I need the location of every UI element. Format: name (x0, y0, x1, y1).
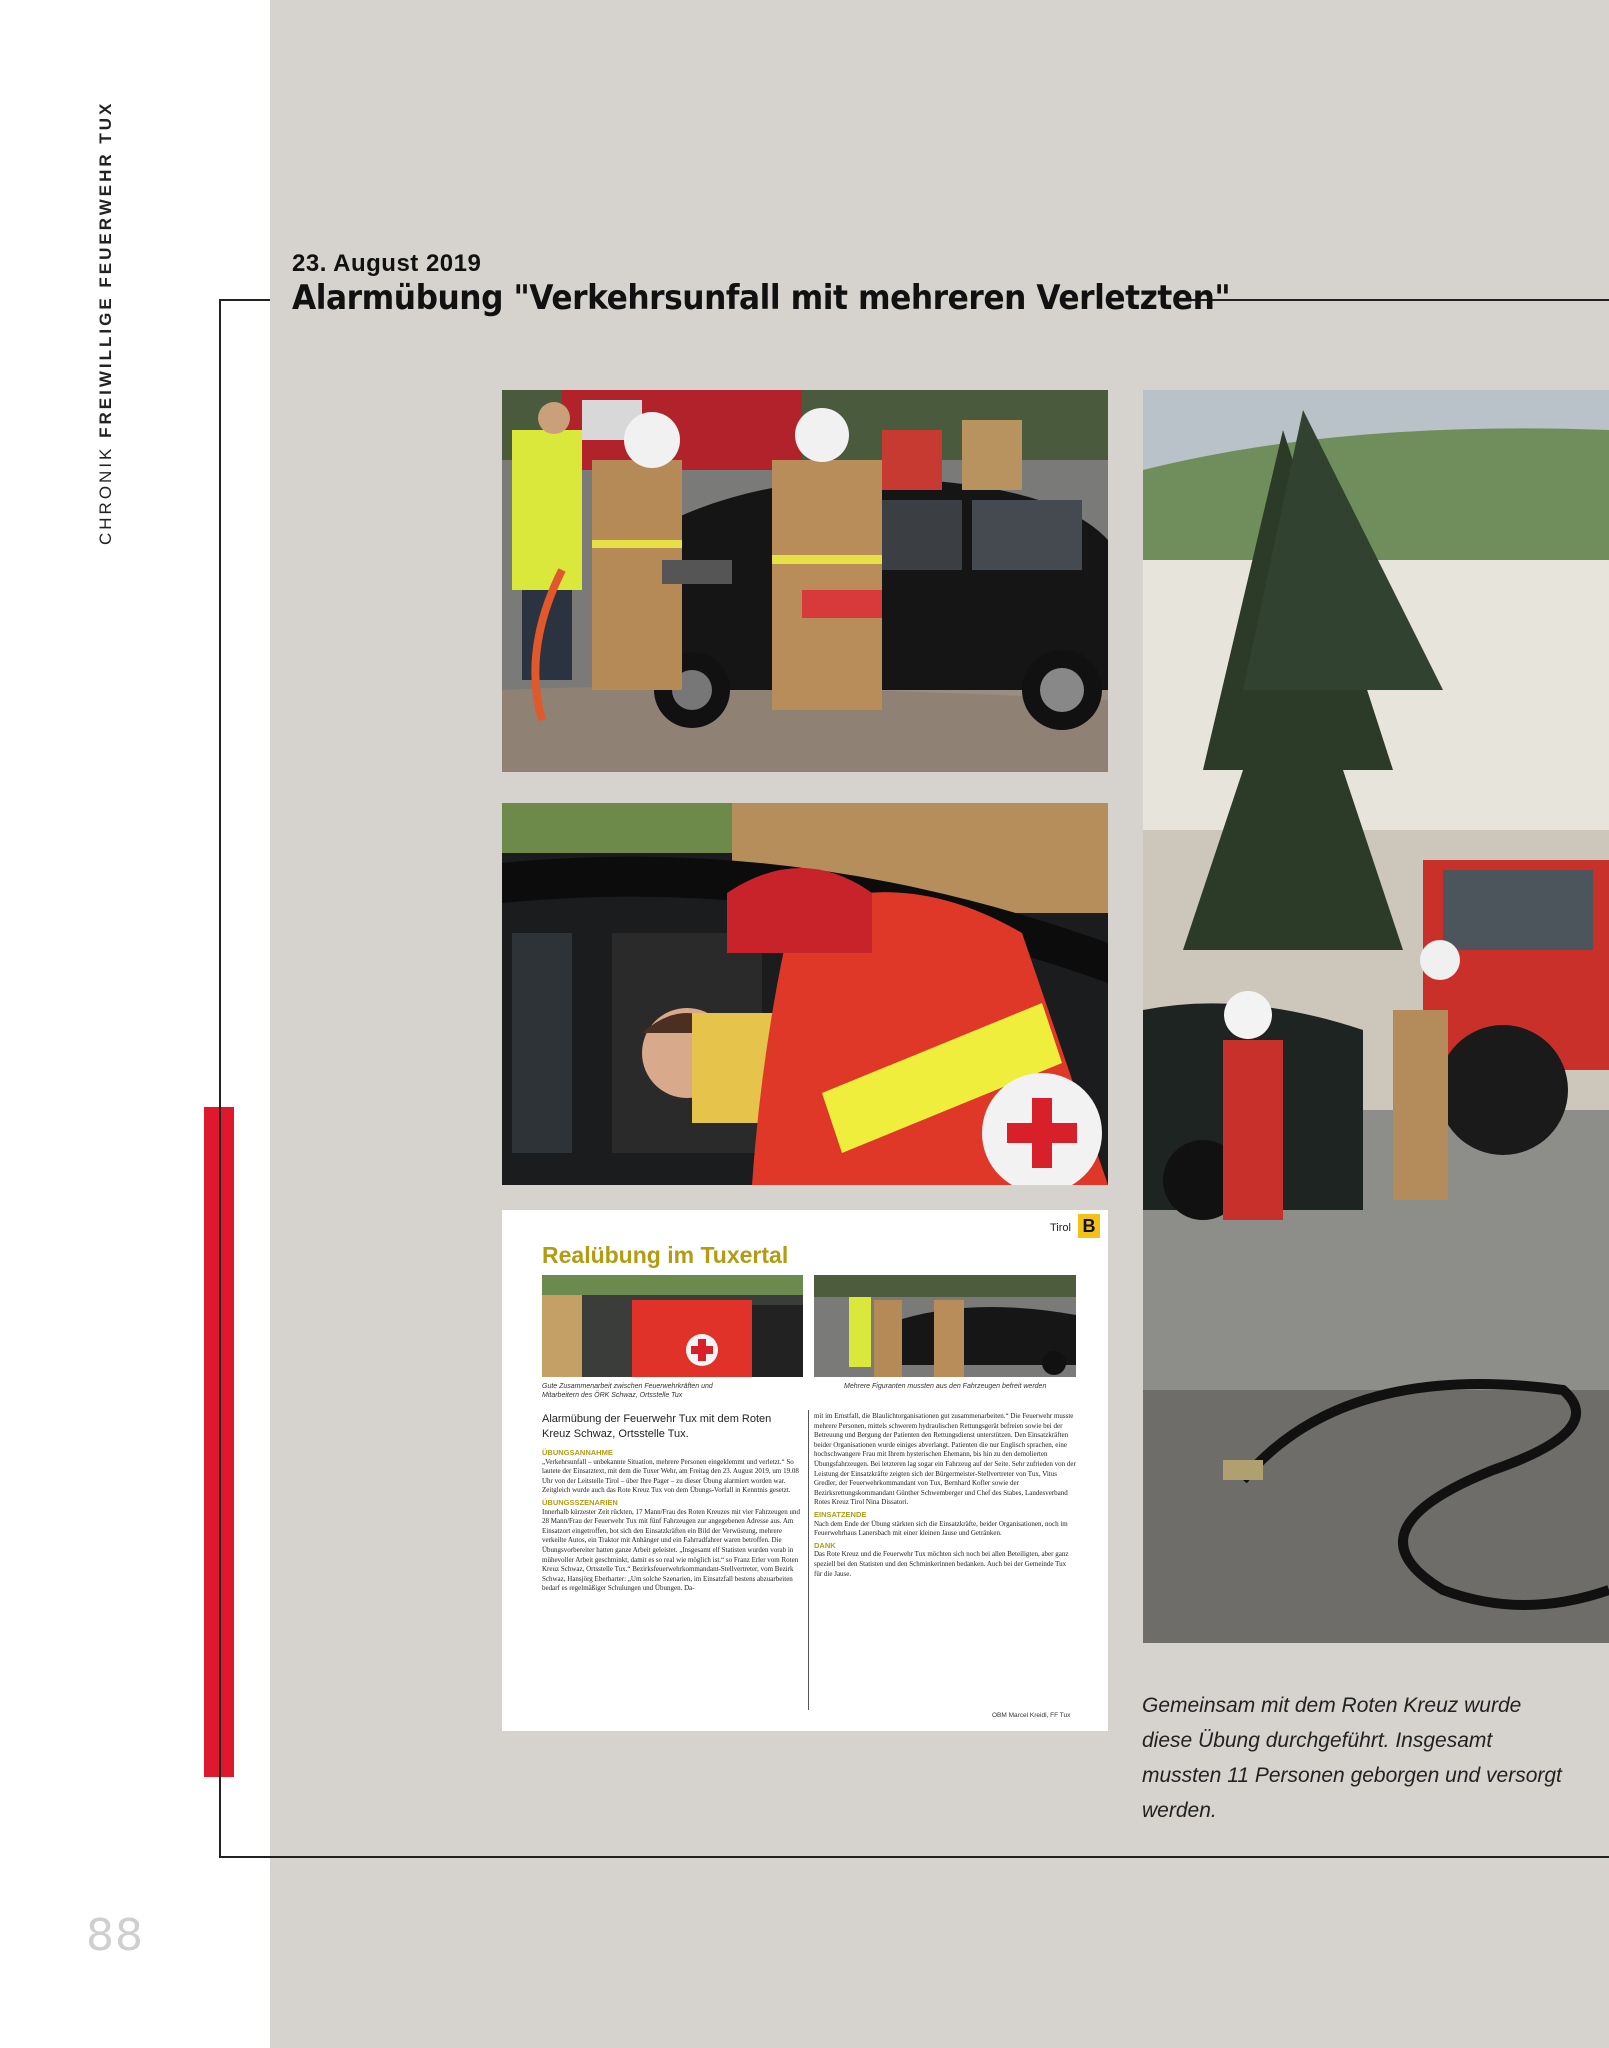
clipping-photo-left-art (542, 1275, 803, 1377)
chronicle-side-label (96, 101, 116, 545)
clipping-region-tag: Tirol (1050, 1222, 1071, 1234)
title-rule (1178, 299, 1609, 301)
clipping-heading-dank: DANK (814, 1540, 836, 1550)
clipping-caption-right: Mehrere Figuranten mussten aus den Fahrzeugen befreit werden (844, 1383, 1047, 1390)
clipping-text-right1: mit im Ernstfall, die Blaulichtorganisationen gut zusammenarbeiten.“ Die Feuerwehr musste mehrere Personen, mittels schwerem hydraulischen Rettungsgerät befreien sowie bei der Betreuung und Bergung der Patienten den Rettungsdienst unterstützen. Den Einsatzkräften beider Organisationen wurde einiges abverlangt. Patienten die nur Englisch sprachen, eine hochschwangere Frau mit Ihrem hysterischen Ehemann, bis hin zu den demolierten Übungsfahrzeugen. Bei letzteren lag sogar ein Fahrzeug auf der Seite. Sehr zufrieden von der Leistung der Einsatzkräfte zeigten sich der Bürgermeister-Stellvertreter von Tux, Vitus Gredler, der Feuerwehrkommandant von Tux, Bernhard Kofler sowie der Bezirksrettungskommandant Günther Schwemberger und Chef des Stabes, Landesverband Rotes Kreuz Tirol Nina Dissatori. (814, 1412, 1076, 1507)
clipping-text-dank: Das Rote Kreuz und die Feuerwehr Tux möchten sich noch bei allen Beteiligten, aber ganz speziell bei den Statisten und den Schminkerinnen bedanken. Auch bei der Gemeinde Tux für die Jause. (814, 1550, 1069, 1578)
clipping-column-right (814, 1412, 1076, 1579)
rescue-scene-illustration (502, 390, 1108, 772)
photo-rescue-tools-car (502, 390, 1108, 772)
photo-caption: Gemeinsam mit dem Roten Kreuz wurde diese Übung durchgeführt. Insgesamt mussten 11 Personen geborgen und versorgt werden. (1142, 1694, 1562, 1822)
clipping-caption-left: Gute Zusammenarbeit zwischen Feuerwehrkräften und Mitarbeitern des ÖRK Schwaz, Ortsstelle Tux (542, 1383, 713, 1399)
clipping-heading-annahme: ÜBUNGSANNAHME (542, 1448, 613, 1457)
article-title: Alarmübung "Verkehrsunfall mit mehreren Verletzten" (292, 278, 1231, 318)
bracket-top-left (219, 299, 270, 301)
clipping-badge: B (1078, 1214, 1100, 1238)
clipping-text-annahme: „Verkehrsunfall – unbekannte Situation, mehrere Personen eingeklemmt und verletzt.“ So lautete der Einsatztext, mit dem die Tuxer Wehr, am Freitag den 23. August 2019, um 19.08 Uhr von der Leitstelle Tirol – über Ihre Pager – zu dieser Übung alarmiert worden war. Zeitgleich wurde auch das Rote Kreuz Tux von dem Übungs-Vorfall in Kenntnis gesetzt. (542, 1457, 799, 1495)
clipping-photo-left (542, 1275, 803, 1377)
page-number: 88 (86, 1910, 144, 1961)
clipping-title: Realübung im Tuxertal (542, 1242, 789, 1268)
clipping-photo-right-art (814, 1275, 1076, 1377)
clipping-column-left (542, 1446, 802, 1594)
notarzt-scene-illustration (502, 803, 1108, 1185)
article-date: 23. August 2019 (292, 250, 482, 277)
clipping-column-divider (808, 1410, 809, 1710)
street-scene-illustration (1143, 390, 1609, 1643)
clipping-headline: Alarmübung der Feuerwehr Tux mit dem Roten Kreuz Schwaz, Ortsstelle Tux. (542, 1413, 772, 1440)
side-label-light: CHRONIK (96, 437, 115, 545)
clipping-text-szenarien: Innerhalb kürzester Zeit rückten, 17 Mann/Frau des Roten Kreuzes mit vier Fahrzeugen und 28 Mann/Frau der Feuerwehr Tux mit fünf Fahrzeugen zur angegebenen Adresse aus. Am Einsatzort eingetroffen, bot sich den Einsatzkräften ein Bild der Verwüstung, mehrere verkeilte Autos, ein Traktor mit Anhänger und ein Fahrradfahrer waren betroffen. Die Übungsvorbereiter hatten ganze Arbeit geleistet. „Insgesamt elf Statisten wurden vorab in mühevoller Arbeit geschminkt, damit es so real wie möglich ist.“ so Franz Erler vom Roten Kreuz Schwaz, Ortsstelle Tux.“ Bezirksfeuerwehrkommandant-Stellvertreter, vom Bezirk Schwaz, Hansjörg Eberharter: „Um solche Szenarien, im Einsatzfall bestens abzuarbeiten bedarf es regelmäßiger Schulungen und Übungen. Da- (542, 1507, 800, 1593)
newspaper-clipping (502, 1210, 1108, 1731)
clipping-text-einsatzende: Nach dem Ende der Übung stärkten sich die Einsatzkräfte, beider Organisationen, noch im Feuerwehrhaus Lanersbach mit einer kleinen Jause und Getränken. (814, 1519, 1068, 1538)
clipping-heading-szenarien: ÜBUNGSSZENARIEN (542, 1497, 618, 1507)
clipping-photo-right (814, 1275, 1076, 1377)
side-label-bold: FREIWILLIGE FEUERWEHR TUX (96, 100, 115, 438)
bracket-bottom (219, 1856, 1609, 1858)
bracket-vertical (219, 299, 221, 1858)
photo-street-scene (1143, 390, 1609, 1643)
photo-notarzt-patient (502, 803, 1108, 1185)
clipping-credit: OBM Marcel Kreidl, FF Tux (992, 1712, 1071, 1719)
clipping-heading-einsatzende: EINSATZENDE (814, 1509, 867, 1519)
